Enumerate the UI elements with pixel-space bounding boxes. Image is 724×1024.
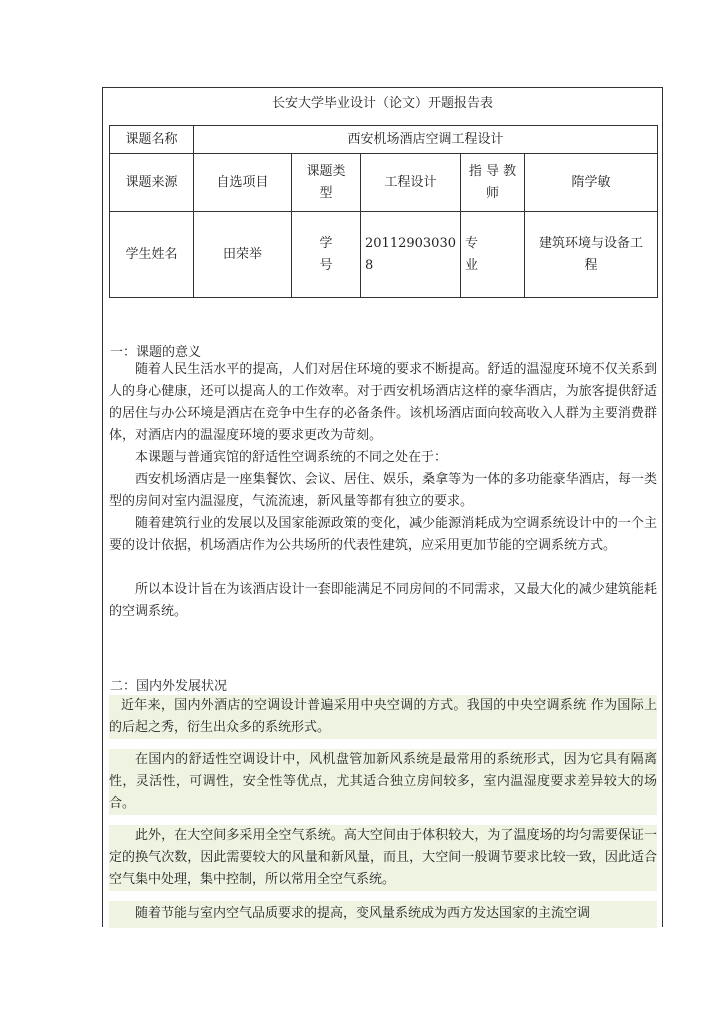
advisor-label [460,154,524,212]
source-label: 课题来源 [110,154,194,212]
table-row [110,154,658,212]
form-title: 长安大学毕业设计（论文）开题报告表 [271,96,493,111]
section1-paragraph: 所以本设计旨在为该酒店设计一套即能满足不同房间的不同需求，又最大化的减少建筑能耗的空调系统。 [109,582,657,619]
major-label [460,212,524,298]
advisor-label-line1: 指 导 教 [468,163,517,179]
source-value: 自选项目 [194,154,292,212]
id-label-line1: 学 [319,235,333,251]
section1-paragraph: 西安机场酒店是一座集餐饮、会议、居住、娱乐，桑拿等为一体的多功能豪华酒店，每一类型的房间对室内温湿度，气流流速，新风量等都有独立的要求。 [109,472,657,509]
type-value: 工程设计 [361,154,461,212]
student-value: 田荣举 [194,212,292,298]
section2-paragraph: 近年来，国内外酒店的空调设计普遍采用中央空调的方式。我国的中央空调系统 作为国际上的后起之秀，衍生出众多的系统形式。 [109,698,657,735]
advisor-value: 隋学敏 [524,154,657,212]
id-value [361,212,461,298]
type-label [292,154,361,212]
id-value-line2: 8 [365,257,374,273]
id-label [292,212,361,298]
type-label-line2: 型 [319,185,333,201]
section2-paragraph: 在国内的舒适性空调设计中，风机盘管加新风系统是最常用的系统形式，因为它具有隔离性，灵活性，可调性，安全性等优点，尤其适合独立房间较多，室内温湿度要求差异较大的场合。 [109,752,657,811]
type-label-line1: 课题类 [306,163,346,179]
section2-heading: 二：国内外发展状况 [110,679,228,694]
major-value [524,212,657,298]
id-label-line2: 号 [319,257,333,273]
topic-name-value: 西安机场酒店空调工程设计 [194,126,658,154]
topic-name-label: 课题名称 [110,126,194,154]
id-value-line1: 20112903030 [365,235,456,251]
section1-paragraph: 随着建筑行业的发展以及国家能源政策的变化，减少能源消耗成为空调系统设计中的一个主要的设计依据，机场酒店作为公共场所的代表性建筑，应采用更加节能的空调系统方式。 [109,516,657,553]
report-frame [102,87,663,927]
section1-heading: 一：课题的意义 [110,345,202,360]
section2-paragraph: 此外，在大空间多采用全空气系统。高大空间由于体积较大，为了温度场的均匀需要保证一定的换气次数，因此需要较大的风量和新风量，而且，大空间一般调节要求比较一致，因此适合空气集中处理，集中控制，所以常用全空气系统。 [109,828,657,887]
advisor-label-line2: 师 [485,185,499,201]
section1-paragraph: 随着人民生活水平的提高，人们对居住环境的要求不断提高。舒适的温湿度环境不仅关系到人的身心健康，还可以提高人的工作效率。对于西安机场酒店这样的豪华酒店，为旅客提供舒适的居住与办公环境是酒店在竞争中生存的必备条件。该机场酒店面向较高收入人群为主要消费群体，对酒店内的温湿度环境的要求更改为苛刻。 [109,362,657,443]
info-table [109,125,658,298]
table-row [110,212,658,298]
student-label: 学生姓名 [110,212,194,298]
major-label-line1: 专 [464,235,478,251]
table-row [110,126,658,154]
major-value-line2: 程 [584,257,598,273]
section2-paragraph: 随着节能与室内空气品质要求的提高，变风量系统成为西方发达国家的主流空调 [135,906,591,921]
section1-paragraph: 本课题与普通宾馆的舒适性空调系统的不同之处在于： [135,450,448,465]
major-value-line1: 建筑环境与设备工 [538,235,643,251]
major-label-line2: 业 [464,257,478,273]
